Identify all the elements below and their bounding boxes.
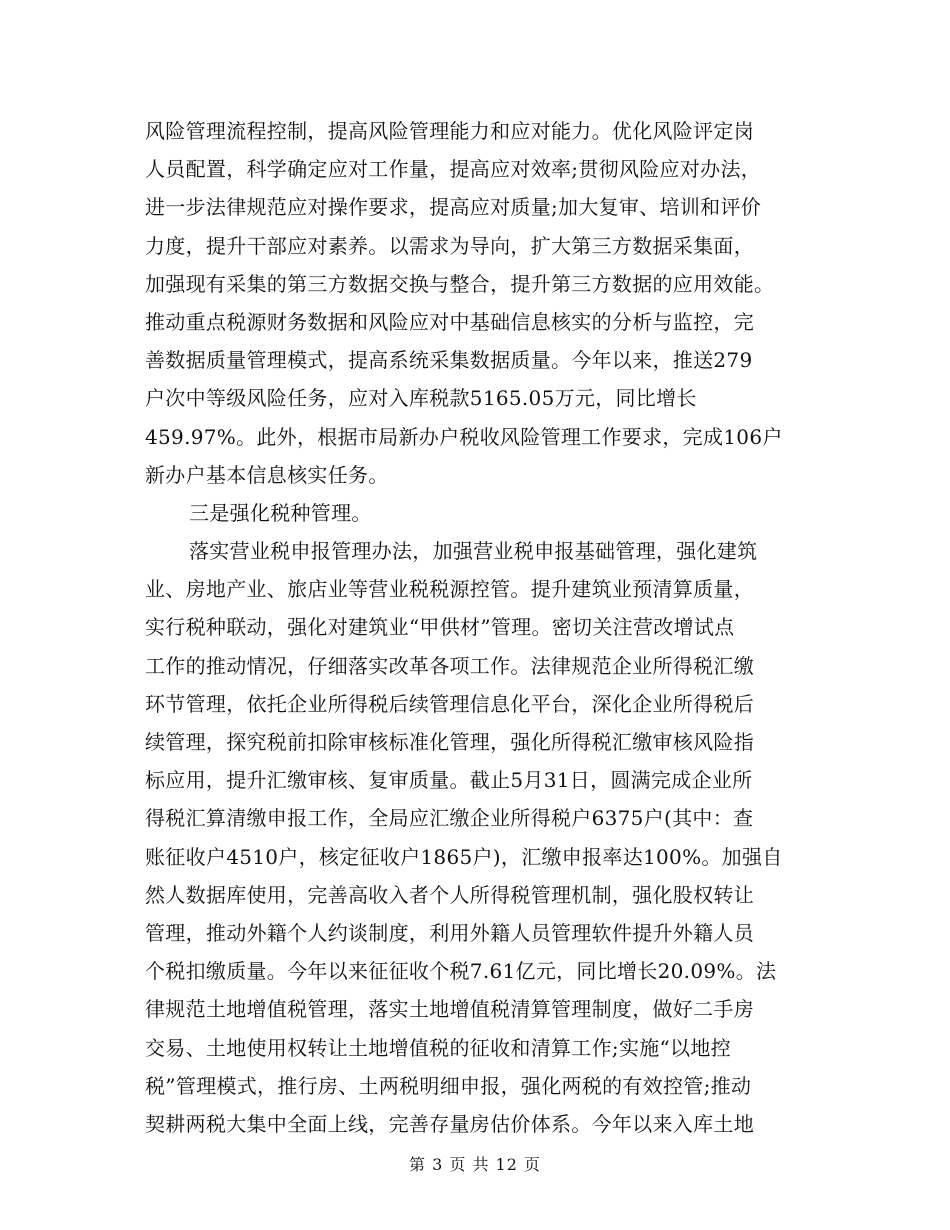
text-line: 个税扣缴质量。今年以来征征收个税7.61亿元，同比增长20.09%。法 bbox=[145, 959, 777, 984]
text-line: 户次中等级风险任务，应对入库税款5165.05万元，同比增长 bbox=[145, 386, 697, 411]
text-line: 推动重点税源财务数据和风险应对中基础信息核实的分析与监控，完 bbox=[145, 309, 754, 334]
text-line: 人员配置，科学确定应对工作量，提高应对效率;贯彻风险应对办法， bbox=[145, 157, 762, 182]
text-line: 新办户基本信息核实任务。 bbox=[145, 462, 389, 487]
section-heading: 三是强化税种管理。 bbox=[189, 500, 372, 525]
text-line: 工作的推动情况，仔细落实改革各项工作。法律规范企业所得税汇缴 bbox=[145, 653, 754, 678]
text-line: 交易、土地使用权转让土地增值税的征收和清算工作;实施“以地控 bbox=[145, 1035, 731, 1060]
text-line: 落实营业税申报管理办法，加强营业税申报基础管理，强化建筑 bbox=[189, 539, 758, 564]
page-number-footer: 第 3 页 共 12 页 bbox=[409, 1155, 541, 1174]
text-line: 税”管理模式，推行房、土两税明细申报，强化两税的有效控管;推动 bbox=[145, 1073, 752, 1098]
text-line: 进一步法律规范应对操作要求，提高应对质量;加大复审、培训和评价 bbox=[145, 195, 762, 220]
text-line: 然人数据库使用，完善高收入者个人所得税管理机制，强化股权转让 bbox=[145, 882, 754, 907]
text-line: 管理，推动外籍个人约谈制度，利用外籍人员管理软件提升外籍人员 bbox=[145, 920, 754, 945]
text-line: 律规范土地增值税管理，落实土地增值税清算管理制度，做好二手房 bbox=[145, 997, 754, 1022]
text-line: 业、房地产业、旅店业等营业税税源控管。提升建筑业预清算质量， bbox=[145, 577, 754, 602]
text-line: 账征收户4510户，核定征收户1865户)，汇缴申报率达100%。加强自 bbox=[145, 844, 783, 869]
text-line: 标应用，提升汇缴审核、复审质量。截止5月31日，圆满完成企业所 bbox=[145, 768, 753, 793]
text-line: 续管理，探究税前扣除审核标准化管理，强化所得税汇缴审核风险指 bbox=[145, 730, 754, 754]
text-line: 得税汇算清缴申报工作，全局应汇缴企业所得税户6375户(其中：查 bbox=[145, 806, 754, 831]
text-line: 契耕两税大集中全面上线，完善存量房估价体系。今年以来入库土地 bbox=[145, 1111, 754, 1136]
text-line: 力度，提升干部应对素养。以需求为导向，扩大第三方数据采集面， bbox=[145, 233, 754, 258]
text-line: 环节管理，依托企业所得税后续管理信息化平台，深化企业所得税后 bbox=[145, 691, 754, 716]
text-line: 加强现有采集的第三方数据交换与整合，提升第三方数据的应用效能。 bbox=[145, 271, 775, 296]
text-line: 实行税种联动，强化对建筑业“甲供材”管理。密切关注营改增试点 bbox=[145, 615, 735, 640]
body-text bbox=[145, 112, 815, 1143]
text-line: 459.97%。此外，根据市局新办户税收风险管理工作要求，完成106户 bbox=[145, 424, 783, 449]
text-line: 善数据质量管理模式，提高系统采集数据质量。今年以来，推送279 bbox=[145, 348, 753, 373]
text-line: 风险管理流程控制，提高风险管理能力和应对能力。优化风险评定岗 bbox=[145, 119, 754, 143]
